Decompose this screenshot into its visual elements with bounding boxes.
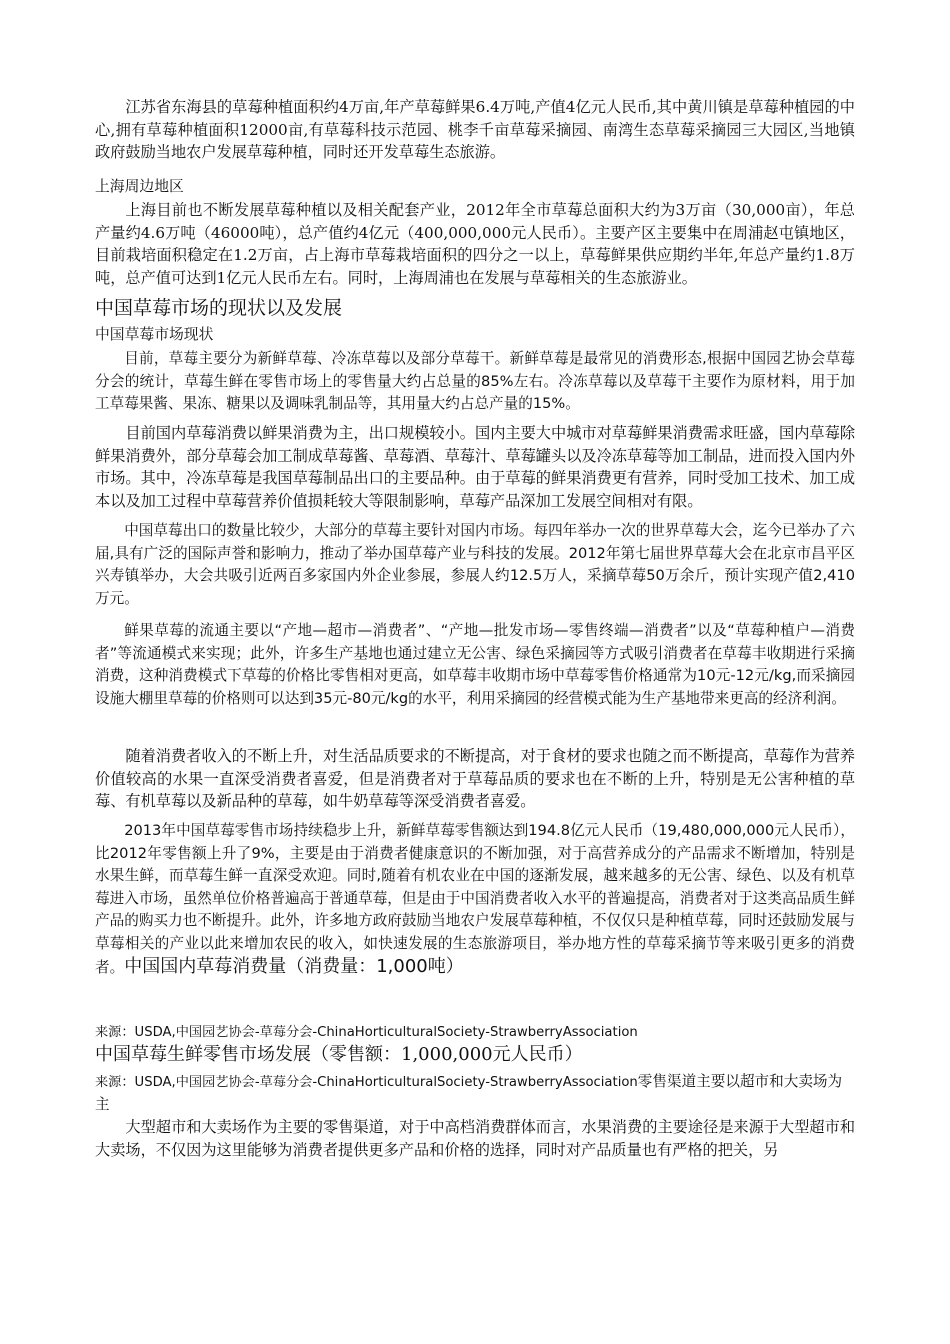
source-note-retail xyxy=(95,1071,855,1117)
paragraph-retail-channels: 大型超市和大卖场作为主要的零售渠道，对于中高档消费群体而言，水果消费的主要途径是来源于大型超市和大卖场，不仅因为这里能够为消费者提供更多产品和价格的选择，同时对产品质量也有严格的把关，另 xyxy=(95,1118,855,1159)
consumption-chart-title: 中国国内草莓消费量（消费量：1,000吨） xyxy=(124,955,464,977)
retail-channel-heading: 零售渠道主要以超市和大卖场为主 xyxy=(95,1073,843,1113)
paragraph-consumer-demand: 随着消费者收入的不断上升，对生活品质要求的不断提高，对于食材的要求也随之而不断提高，草莓作为营养价值较高的水果一直深受消费者喜爱，但是消费者对于草莓品质的要求也在不断的上升，特别是无公害种植的草莓、有机草莓以及新品种的草莓，如牛奶草莓等深受消费者喜爱。 xyxy=(95,747,855,811)
paragraph-retail-2013 xyxy=(95,820,855,979)
paragraph-forms: 目前，草莓主要分为新鲜草莓、冷冻草莓以及部分草莓干。新鲜草莓是最常见的消费形态,根据中国园艺协会草莓分会的统计，草莓生鲜在零售市场上的零售量大约占总量的85%左右。冷冻草莓以及草莓干主要作为原材料，用于加工草莓果酱、果冻、糖果以及调味乳制品等，其用量大约占总产量的15%。 xyxy=(95,350,855,413)
source-note-retail-text: 来源：USDA,中国园艺协会-草莓分会-ChinaHorticulturalSociety-StrawberryAssociation xyxy=(95,1075,638,1090)
subheading-market-status: 中国草莓市场现状 xyxy=(95,326,214,343)
paragraph-distribution: 鲜果草莓的流通主要以“产地—超市—消费者”、“产地—批发市场—零售终端—消费者”以及“草莓种植户—消费者”等流通模式来实现；此外，许多生产基地也通过建立无公害、绿色采摘园等方式吸引消费者在草莓丰收期进行采摘消费，这种消费模式下草莓的价格比零售相对更高，如草莓丰收期市场中草莓零售价格通常为10元-12元/kg,而采摘园设施大棚里草莓的价格则可以达到35元-80元/kg的水平，利用采摘园的经营模式能为生产基地带来更高的经济利润。 xyxy=(95,622,855,707)
subheading-shanghai: 上海周边地区 xyxy=(95,178,184,195)
paragraph-donghai: 江苏省东海县的草莓种植面积约4万亩,年产草莓鲜果6.4万吨,产值4亿元人民币,其中黄川镇是草莓种植园的中心,拥有草莓种植面积12000亩,有草莓科技示范园、桃李千亩草莓采摘园、南湾生态草莓采摘园三大园区,当地镇政府鼓励当地农户发展草莓种植，同时还开发草莓生态旅游。 xyxy=(95,98,855,162)
paragraph-shanghai: 上海目前也不断发展草莓种植以及相关配套产业，2012年全市草莓总面积大约为3万亩（30,000亩），年总产量约4.6万吨（46000吨），总产值约4亿元（400,000,000元人民币）。主要产区主要集中在周浦赵屯镇地区，目前栽培面积稳定在1.2万亩，占上海市草莓栽培面积的四分之一以上，草莓鲜果供应期约半年,年总产量约1.8万吨，总产值可达到1亿元人民币左右。同时，上海周浦也在发展与草莓相关的生态旅游业。 xyxy=(95,201,855,287)
source-note-consumption: 来源：USDA,中国园艺协会-草莓分会-ChinaHorticulturalSociety-StrawberryAssociation xyxy=(95,1025,638,1040)
paragraph-retail-2013-text: 2013年中国草莓零售市场持续稳步上升，新鲜草莓零售额达到194.8亿元人民币（19,480,000,000元人民币），比2012年零售额上升了9%，主要是由于消费者健康意识的不断加强，对于高营养成分的产品需求不断增加，特别是水果生鲜，而草莓生鲜一直深受欢迎。同时,随着有机农业在中国的逐渐发展，越来越多的无公害、绿色、以及有机草莓进入市场，虽然单位价格普遍高于普通草莓，但是由于中国消费者收入水平的普遍提高，消费者对于这类高品质生鲜产品的购买力也不断提升。此外，许多地方政府鼓励当地农户发展草莓种植，不仅仅只是种植草莓，同时还鼓励发展与草莓相关的产业以此来增加农民的收入，如快速发展的生态旅游项目，举办地方性的草莓采摘节等来吸引更多的消费者。 xyxy=(95,822,855,976)
paragraph-domestic-consumption: 目前国内草莓消费以鲜果消费为主，出口规模较小。国内主要大中城市对草莓鲜果消费需求旺盛，国内草莓除鲜果消费外，部分草莓会加工制成草莓酱、草莓酒、草莓汁、草莓罐头以及冷冻草莓等加工制品，进而投入国内外市场。其中，冷冻草莓是我国草莓制品出口的主要品种。由于草莓的鲜果消费更有营养，同时受加工技术、加工成本以及加工过程中草莓营养价值损耗较大等限制影响，草莓产品深加工发展空间相对有限。 xyxy=(95,424,855,510)
retail-chart-title: 中国草莓生鲜零售市场发展（零售额：1,000,000元人民币） xyxy=(95,1044,583,1065)
paragraph-export: 中国草莓出口的数量比较少，大部分的草莓主要针对国内市场。每四年举办一次的世界草莓大会，迄今已举办了六届,具有广泛的国际声誉和影响力，推动了举办国草莓产业与科技的发展。2012年第七届世界草莓大会在北京市昌平区兴寿镇举办，大会共吸引近两百多家国内外企业参展，参展人约12.5万人，采摘草莓50万余斤，预计实现产值2,410万元。 xyxy=(95,522,855,607)
section-heading-market: 中国草莓市场的现状以及发展 xyxy=(95,297,343,319)
